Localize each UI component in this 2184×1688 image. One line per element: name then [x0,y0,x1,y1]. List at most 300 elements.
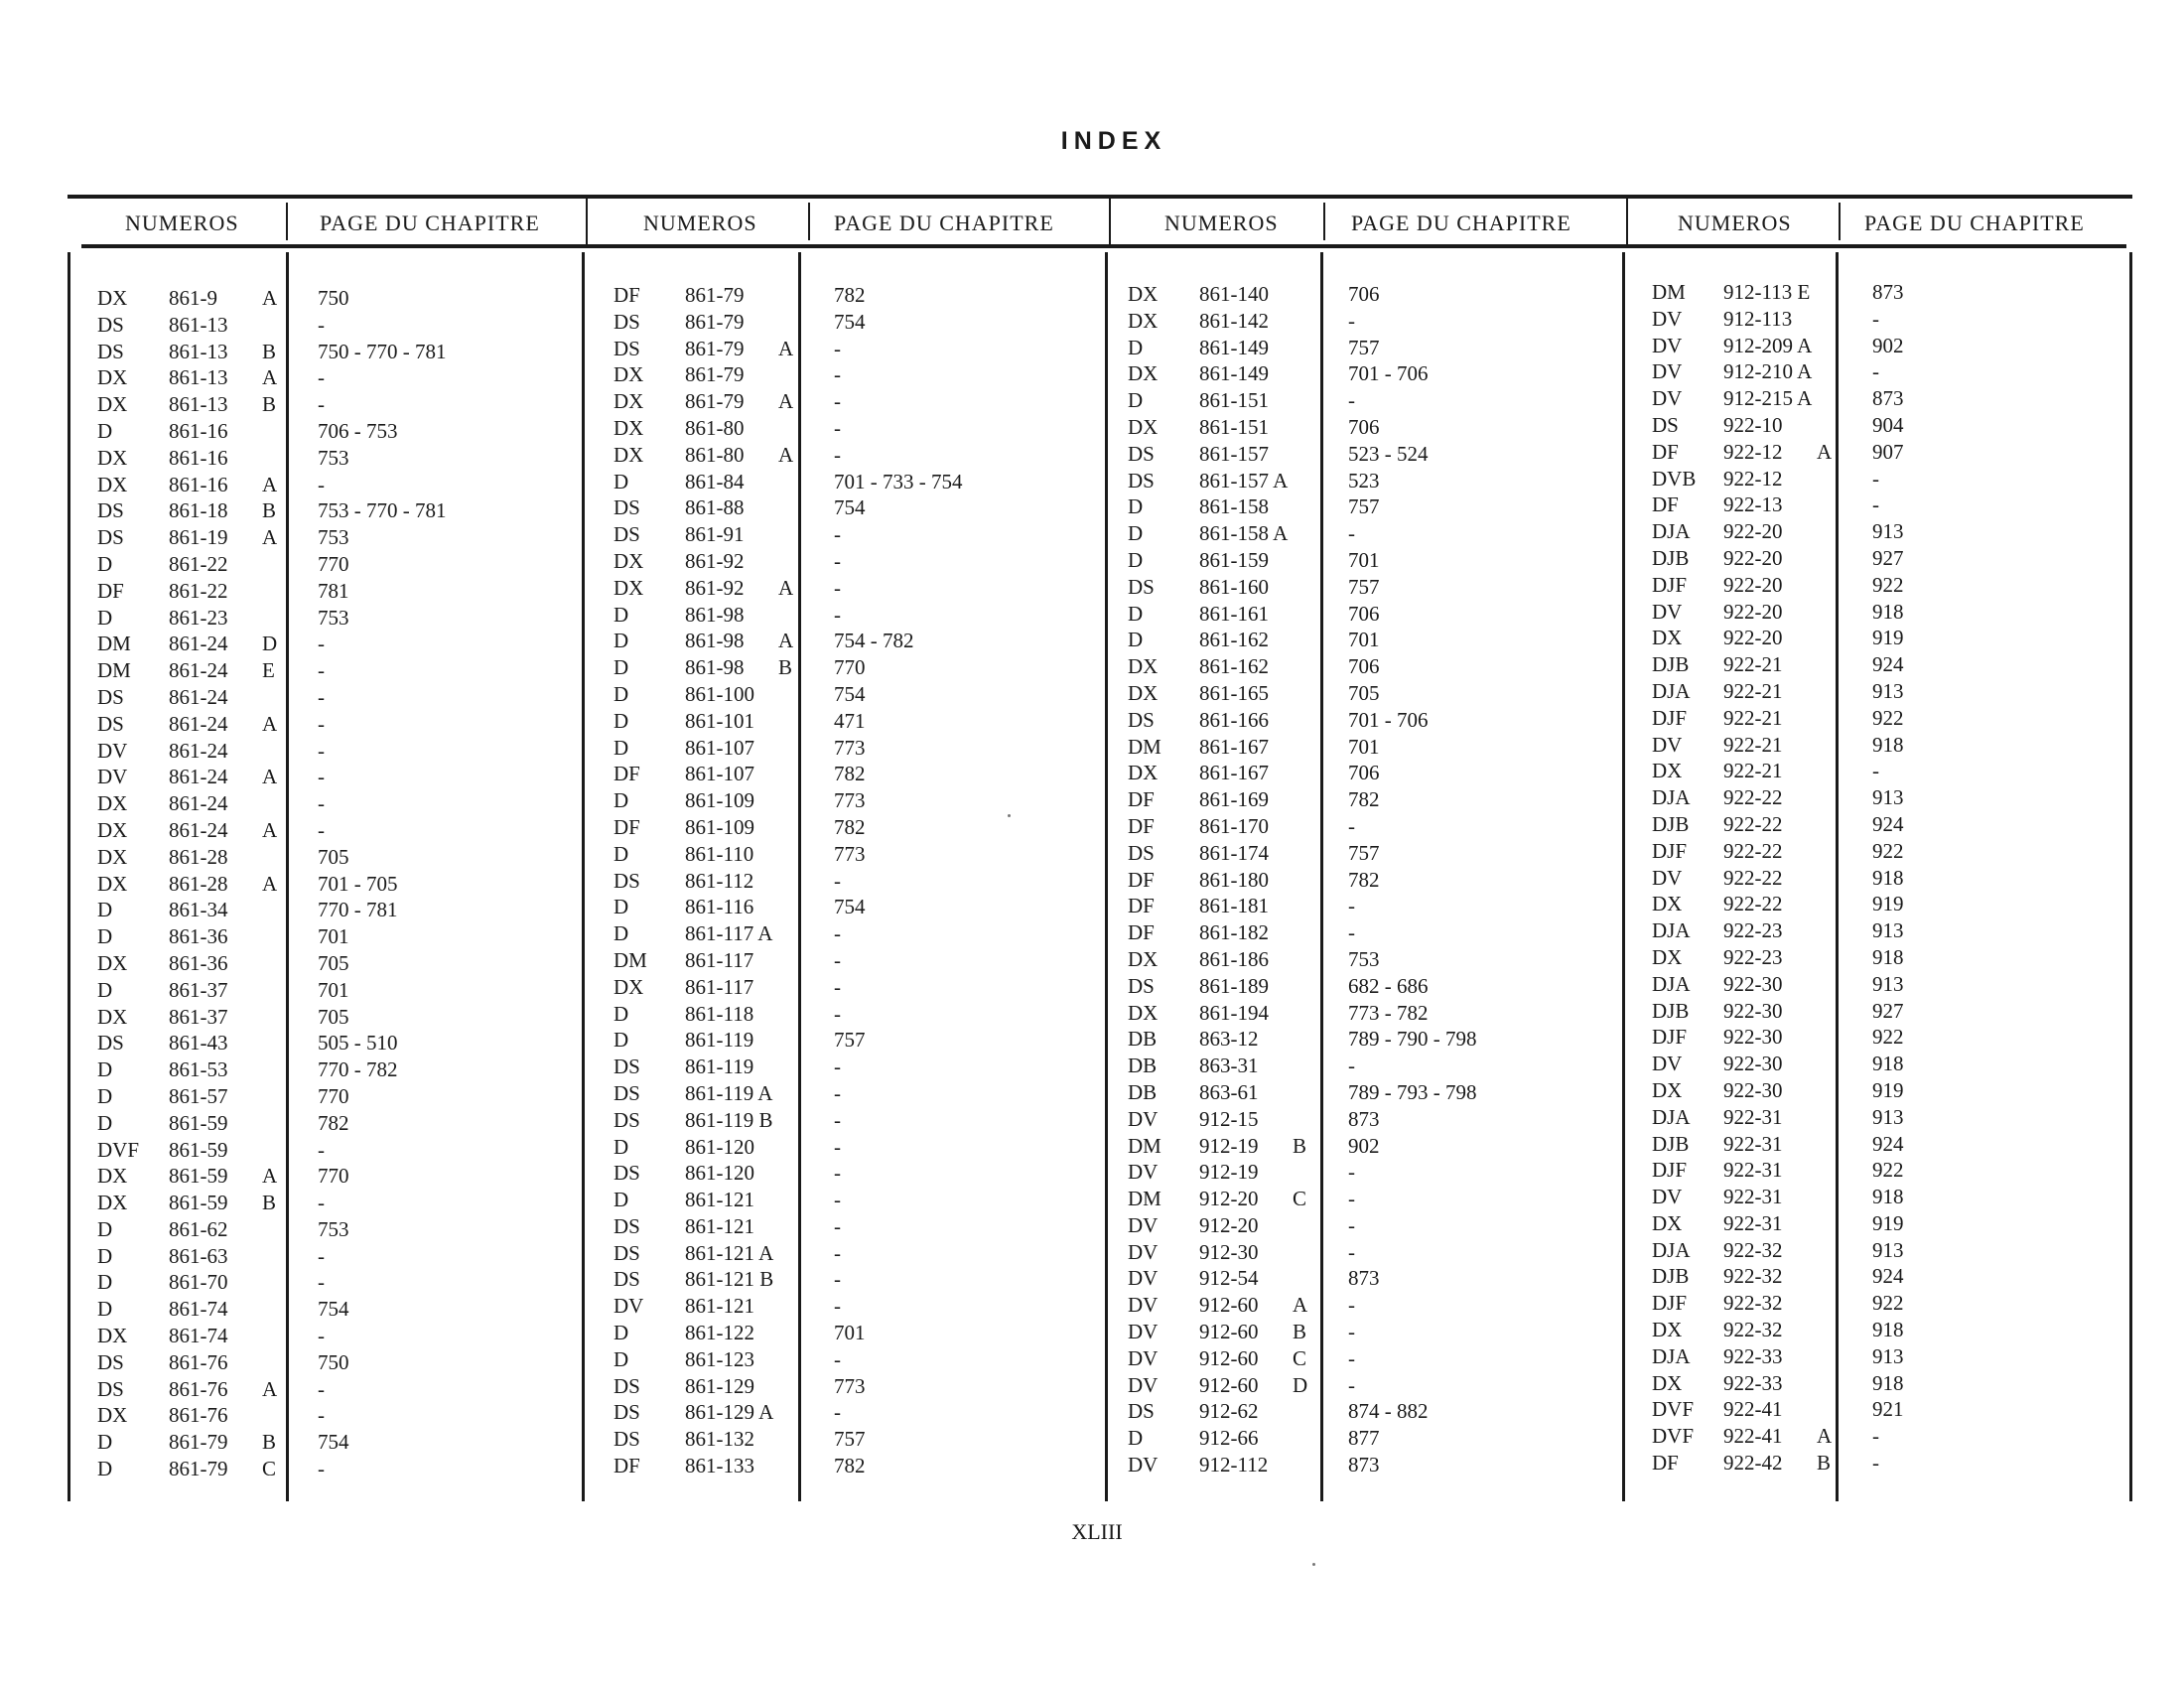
entry-prefix: DV [1128,1293,1159,1318]
entry-pages: - [1348,920,1355,945]
entry-number: 861-140 [1199,282,1269,306]
entry-prefix: DS [97,1031,124,1055]
entry-pages: - [318,1376,325,1401]
entry-number: 912-60 [1199,1293,1259,1318]
entry-number: 861-63 [169,1243,228,1268]
entry-number: 861-79 [685,283,745,307]
entry-prefix: D [614,681,629,706]
entry-prefix: D [614,1134,629,1159]
entry-pages: - [1348,1187,1355,1211]
entry-suffix: D [1293,1372,1308,1397]
entry-pages: 770 [318,1083,349,1108]
entry-prefix: DJB [1652,811,1690,836]
entry-prefix: DF [1652,1451,1679,1476]
entry-suffix: C [262,1457,277,1481]
entry-number: 922-30 [1723,971,1783,996]
entry-prefix: D [614,1321,629,1345]
entry-number: 861-24 [169,632,228,656]
entry-prefix: D [614,1001,629,1026]
entry-pages: 918 [1872,1052,1904,1076]
entry-pages: 919 [1872,626,1904,650]
entry-pages: 922 [1872,1158,1904,1183]
entry-prefix: DS [97,711,124,736]
column-rule [798,252,801,1501]
entry-suffix: C [1293,1345,1307,1370]
header-divider [808,203,810,240]
entry-number: 861-23 [169,605,228,630]
column-rule [1622,252,1625,1501]
entry-suffix: A [1817,439,1833,464]
entry-prefix: DX [614,389,644,414]
entry-number: 922-20 [1723,572,1783,597]
entry-prefix: DJF [1652,572,1688,597]
entry-pages: - [1348,1293,1355,1318]
header-numeros: NUMEROS [1678,211,1792,235]
entry-pages: - [1348,1212,1355,1237]
entry-prefix: D [614,921,629,946]
entry-pages: 922 [1872,838,1904,863]
entry-pages: 918 [1872,944,1904,969]
entry-prefix: DF [1128,813,1155,838]
entry-number: 861-59 [169,1164,228,1189]
entry-number: 861-59 [169,1110,228,1135]
entry-prefix: D [1128,521,1144,546]
entry-prefix: D [97,1457,113,1481]
entry-prefix: DV [1128,1345,1159,1370]
entry-number: 861-161 [1199,601,1269,626]
entry-suffix: A [778,336,794,360]
entry-number: 922-31 [1723,1158,1783,1183]
entry-number: 861-28 [169,871,228,896]
entry-pages: 873 [1872,386,1904,411]
column-rule [1836,252,1839,1501]
entry-prefix: DS [1128,441,1155,466]
entry-prefix: DX [614,548,644,573]
entry-prefix: DF [1652,492,1679,517]
entry-pages: 770 - 781 [318,898,398,922]
entry-pages: 919 [1872,1077,1904,1102]
entry-prefix: DS [614,495,640,520]
entry-pages: 922 [1872,1291,1904,1316]
entry-number: 861-169 [1199,787,1269,812]
entry-prefix: DV [1652,386,1683,411]
entry-number: 861-79 [685,389,745,414]
entry-pages: - [1348,1160,1355,1185]
entry-pages: - [834,974,841,999]
entry-pages: - [834,1161,841,1186]
header-page-du-chapitre: PAGE DU CHAPITRE [834,211,1054,235]
entry-prefix: DX [1128,282,1159,306]
entry-prefix: DJF [1652,1291,1688,1316]
entry-number: 912-60 [1199,1345,1259,1370]
entry-number: 861-119 B [685,1107,773,1132]
entry-prefix: DX [614,362,644,387]
entry-prefix: DF [1128,787,1155,812]
entry-number: 912-19 [1199,1133,1259,1158]
entry-pages: 873 [1348,1453,1380,1477]
entry-number: 861-118 [685,1001,754,1026]
entry-suffix: B [262,392,277,417]
entry-prefix: DJA [1652,918,1691,943]
entry-prefix: DX [97,1164,128,1189]
page-number: XLIII [1071,1519,1123,1544]
entry-number: 861-116 [685,895,754,919]
entry-number: 861-70 [169,1270,228,1295]
entry-pages: 770 [318,1164,349,1189]
entry-number: 912-19 [1199,1160,1259,1185]
entry-pages: 754 - 782 [834,629,914,653]
entry-number: 912-66 [1199,1426,1259,1451]
entry-pages: - [834,362,841,387]
entry-prefix: DV [1128,1453,1159,1477]
entry-number: 861-112 [685,868,754,893]
entry-pages: - [834,1294,841,1319]
entry-prefix: DV [614,1294,644,1319]
entry-prefix: DM [614,947,647,972]
entry-pages: 781 [318,578,349,603]
entry-prefix: DB [1128,1054,1158,1078]
entry-pages: 682 - 686 [1348,973,1429,998]
entry-number: 922-21 [1723,759,1783,783]
entry-number: 922-13 [1723,492,1783,517]
entry-pages: 782 [834,814,866,839]
entry-pages: 706 [1348,761,1380,785]
entry-number: 912-20 [1199,1212,1259,1237]
entry-number: 861-165 [1199,680,1269,705]
entry-prefix: D [1128,388,1144,413]
entry-number: 912-215 A [1723,386,1813,411]
entry-pages: - [834,1213,841,1238]
entry-number: 922-32 [1723,1318,1783,1342]
entry-pages: 913 [1872,1104,1904,1129]
entry-number: 861-92 [685,548,745,573]
entry-number: 861-180 [1199,867,1269,892]
entry-number: 861-22 [169,551,228,576]
entry-pages: 922 [1872,572,1904,597]
entry-number: 922-30 [1723,1025,1783,1050]
entry-pages: 927 [1872,998,1904,1023]
entry-suffix: A [262,765,278,789]
entry-pages: 706 [1348,601,1380,626]
header-page-du-chapitre: PAGE DU CHAPITRE [1351,211,1571,235]
entry-number: 861-88 [685,495,745,520]
entry-number: 861-149 [1199,361,1269,386]
entry-pages: - [318,765,325,789]
entry-pages: - [1348,1239,1355,1264]
entry-number: 861-189 [1199,973,1269,998]
entry-prefix: DV [1652,1052,1683,1076]
entry-pages: 919 [1872,1210,1904,1235]
entry-prefix: DX [1128,308,1159,333]
entry-number: 861-37 [169,1004,228,1029]
entry-pages: 757 [1348,574,1380,599]
entry-number: 922-20 [1723,626,1783,650]
entry-pages: - [834,389,841,414]
entry-prefix: DJA [1652,678,1691,703]
entry-prefix: DS [614,868,640,893]
entry-pages: 921 [1872,1397,1904,1422]
entry-prefix: DX [1652,1210,1683,1235]
entry-pages: 913 [1872,1237,1904,1262]
entry-prefix: DS [614,1080,640,1105]
entry-pages: 913 [1872,678,1904,703]
entry-prefix: DJA [1652,1343,1691,1368]
entry-number: 922-12 [1723,439,1783,464]
entry-pages: 701 [834,1321,866,1345]
entry-pages: 877 [1348,1426,1380,1451]
entry-number: 861-59 [169,1191,228,1215]
entry-pages: 757 [834,1427,866,1452]
entry-number: 861-110 [685,841,754,866]
entry-number: 861-151 [1199,388,1269,413]
entry-prefix: DS [614,1161,640,1186]
entry-number: 861-24 [169,684,228,709]
entry-pages: 918 [1872,1370,1904,1395]
entry-pages: 753 [318,445,349,470]
entry-prefix: DV [1128,1372,1159,1397]
entry-prefix: D [97,1110,113,1135]
entry-prefix: DF [1652,439,1679,464]
entry-pages: 904 [1872,412,1904,437]
entry-number: 861-13 [169,312,228,337]
entry-number: 922-20 [1723,599,1783,624]
entry-prefix: DF [614,814,640,839]
entry-number: 861-119 [685,1055,754,1079]
entry-number: 861-80 [685,415,745,440]
entry-prefix: DX [1652,944,1683,969]
entry-pages: 757 [1348,335,1380,359]
entry-pages: 757 [834,1028,866,1053]
entry-number: 861-16 [169,472,228,496]
entry-number: 861-28 [169,844,228,869]
entry-number: 912-30 [1199,1239,1259,1264]
entry-prefix: D [97,1216,113,1241]
entry-number: 861-13 [169,365,228,390]
entry-prefix: DJA [1652,519,1691,544]
entry-prefix: DV [1128,1320,1159,1344]
entry-number: 861-24 [169,658,228,683]
entry-pages: 922 [1872,1025,1904,1050]
entry-pages: - [834,602,841,627]
entry-prefix: D [614,655,629,680]
entry-prefix: DX [97,950,128,975]
entry-number: 861-167 [1199,761,1269,785]
entry-number: 861-13 [169,339,228,363]
entry-prefix: D [614,1188,629,1212]
entry-pages: 705 [1348,680,1380,705]
entry-pages: 754 [834,681,866,706]
entry-prefix: DV [1652,599,1683,624]
entry-pages: 902 [1872,333,1904,357]
entry-prefix: DX [1128,414,1159,439]
entry-number: 861-151 [1199,414,1269,439]
entry-prefix: DF [614,283,640,307]
entry-prefix: D [1128,601,1144,626]
entry-prefix: DF [1128,894,1155,918]
entry-prefix: D [614,895,629,919]
entry-prefix: DJB [1652,1131,1690,1156]
entry-number: 922-33 [1723,1370,1783,1395]
entry-pages: - [834,1400,841,1425]
entry-prefix: DJA [1652,785,1691,810]
entry-pages: 907 [1872,439,1904,464]
entry-pages: 782 [1348,867,1380,892]
entry-prefix: DS [1128,468,1155,492]
entry-number: 861-36 [169,950,228,975]
entry-number: 861-181 [1199,894,1269,918]
entry-number: 861-101 [685,708,754,733]
entry-prefix: DX [614,415,644,440]
entry-prefix: DS [614,336,640,360]
group-divider [586,199,588,244]
entry-prefix: D [614,602,629,627]
entry-number: 922-33 [1723,1343,1783,1368]
entry-pages: 924 [1872,1264,1904,1289]
entry-number: 861-160 [1199,574,1269,599]
entry-prefix: DM [1128,734,1161,759]
entry-number: 861-162 [1199,628,1269,652]
entry-pages: 919 [1872,892,1904,916]
entry-pages: 750 - 770 - 781 [318,339,447,363]
entry-pages: - [834,548,841,573]
entry-pages: - [834,1267,841,1292]
entry-prefix: DX [97,392,128,417]
entry-number: 922-20 [1723,519,1783,544]
entry-pages: 701 [1348,628,1380,652]
entry-number: 861-53 [169,1057,228,1082]
entry-prefix: DV [1128,1239,1159,1264]
entry-pages: 754 [834,495,866,520]
entry-pages: - [1348,1320,1355,1344]
entry-prefix: DVB [1652,466,1697,491]
header-numeros: NUMEROS [1164,211,1279,235]
entry-pages: - [318,312,325,337]
entry-prefix: DF [1128,867,1155,892]
entry-pages: 773 [834,735,866,760]
entry-pages: 927 [1872,545,1904,570]
entry-prefix: DB [1128,1027,1158,1052]
entry-number: 922-22 [1723,785,1783,810]
entry-number: 861-166 [1199,707,1269,732]
entry-pages: 705 [318,844,349,869]
entry-number: 861-174 [1199,840,1269,865]
entry-prefix: D [614,1028,629,1053]
entry-number: 863-12 [1199,1027,1259,1052]
entry-pages: 770 [318,551,349,576]
entry-number: 861-43 [169,1031,228,1055]
entry-number: 861-157 [1199,441,1269,466]
entry-prefix: DJF [1652,838,1688,863]
entry-suffix: B [778,655,793,680]
entry-pages: 918 [1872,1318,1904,1342]
entry-prefix: DS [614,522,640,547]
entry-suffix: D [262,632,278,656]
entry-prefix: DJB [1652,545,1690,570]
entry-pages: 754 [834,309,866,334]
entry-prefix: D [97,1243,113,1268]
entry-pages: 913 [1872,1343,1904,1368]
entry-prefix: DS [97,1349,124,1374]
entry-number: 861-76 [169,1349,228,1374]
entry-prefix: DS [1128,1399,1155,1424]
entry-number: 861-74 [169,1297,228,1322]
entry-pages: 789 - 790 - 798 [1348,1027,1477,1052]
entry-number: 922-42 [1723,1451,1783,1476]
entry-pages: 918 [1872,599,1904,624]
entry-prefix: DX [97,844,128,869]
entry-pages: - [834,1055,841,1079]
header-divider [286,203,288,240]
entry-pages: 701 [1348,734,1380,759]
entry-number: 861-129 [685,1373,754,1398]
entry-prefix: D [97,1057,113,1082]
entry-prefix: DS [614,1055,640,1079]
entry-pages: 753 [1348,946,1380,971]
entry-prefix: DV [1128,1106,1159,1131]
entry-pages: 750 [318,1349,349,1374]
entry-number: 861-120 [685,1161,754,1186]
entry-prefix: D [1128,335,1144,359]
entry-pages: 773 [834,1373,866,1398]
entry-prefix: DV [97,765,128,789]
entry-number: 922-31 [1723,1185,1783,1209]
entry-number: 922-22 [1723,811,1783,836]
entry-number: 922-31 [1723,1131,1783,1156]
entry-pages: - [1348,813,1355,838]
entry-prefix: DX [97,1191,128,1215]
entry-pages: 913 [1872,918,1904,943]
entry-suffix: A [778,575,794,600]
group-divider [1626,199,1628,244]
entry-prefix: D [97,924,113,949]
entry-prefix: DS [1128,707,1155,732]
entry-number: 922-32 [1723,1237,1783,1262]
entry-pages: - [834,921,841,946]
entry-suffix: B [1293,1133,1307,1158]
entry-prefix: DVF [1652,1397,1695,1422]
entry-pages: - [318,365,325,390]
header-divider [1323,203,1325,240]
entry-number: 861-121 B [685,1267,774,1292]
group-divider [1109,199,1111,244]
entry-prefix: D [614,629,629,653]
entry-prefix: D [614,841,629,866]
entry-prefix: DM [97,658,131,683]
entry-prefix: DS [614,1427,640,1452]
entry-pages: 701 - 706 [1348,707,1429,732]
entry-number: 861-92 [685,575,745,600]
entry-prefix: DX [1652,1077,1683,1102]
entry-pages: 701 - 706 [1348,361,1429,386]
entry-pages: - [1872,306,1879,331]
entry-number: 922-32 [1723,1264,1783,1289]
entry-number: 861-121 [685,1213,754,1238]
entry-prefix: D [614,1346,629,1371]
entry-number: 861-24 [169,738,228,763]
entry-prefix: DV [1652,333,1683,357]
entry-suffix: A [262,1376,278,1401]
entry-suffix: B [1817,1451,1832,1476]
entry-number: 912-210 A [1723,359,1813,384]
entry-prefix: DS [614,309,640,334]
entry-number: 912-62 [1199,1399,1259,1424]
entry-suffix: A [262,472,278,496]
entry-number: 861-109 [685,814,754,839]
entry-pages: 753 [318,525,349,550]
entry-pages: 523 - 524 [1348,441,1429,466]
entry-number: 861-19 [169,525,228,550]
entry-number: 922-31 [1723,1104,1783,1129]
